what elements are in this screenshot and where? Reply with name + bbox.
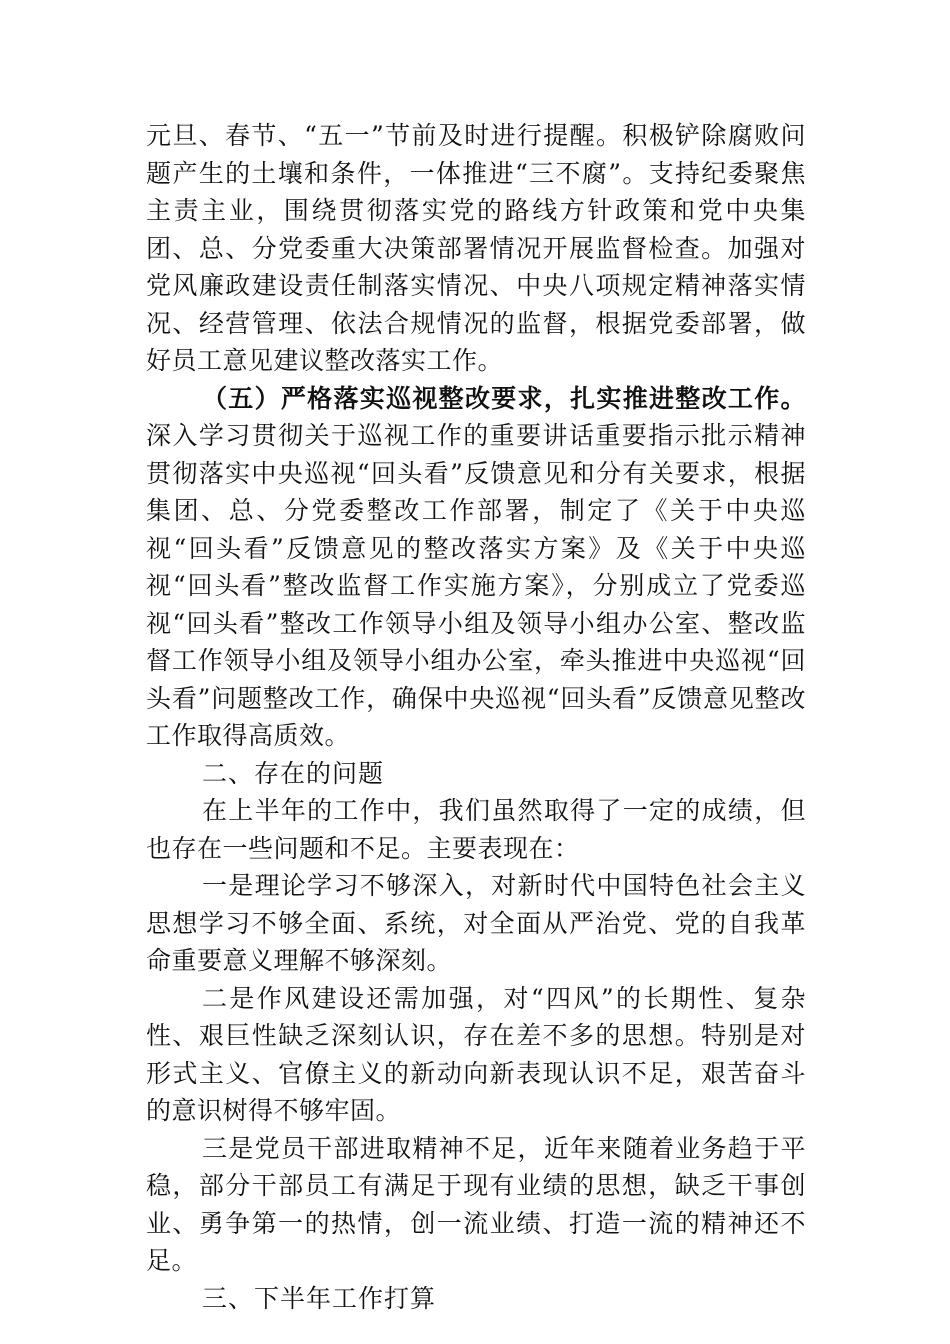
section-heading-plans	[146, 1280, 806, 1318]
paragraph-inspection-rectification	[146, 380, 806, 755]
paragraph-text: 在上半年的工作中，我们虽然取得了一定的成绩，但也存在一些问题和不足。主要表现在：	[146, 796, 806, 863]
section-heading-problems	[146, 755, 806, 793]
paragraph-problems-intro	[146, 792, 806, 867]
paragraph-problem-1	[146, 867, 806, 980]
section-subheading-5: （五）严格落实巡视整改要求，扎实推进整改工作。	[202, 383, 806, 413]
paragraph-supervision	[146, 117, 806, 380]
paragraph-text: 元旦、春节、“五一”节前及时进行提醒。积极铲除腐败问题产生的土壤和条件，一体推进“三不腐”。支持纪委聚焦主责主业，围绕贯彻落实党的路线方针政策和党中央集团、总、分党委重大决策部署情况开展监督检查。加强对党风廉政建设责任制落实情况、中央八项规定精神落实情况、经营管理、依法合规情况的监督，根据党委部署，做好员工意见建议整改落实工作。	[146, 121, 806, 375]
paragraph-text: 三是党员干部进取精神不足，近年来随着业务趋于平稳，部分干部员工有满足于现有业绩的思想，缺乏干事创业、勇争第一的热情，创一流业绩、打造一流的精神还不足。	[146, 1133, 806, 1275]
paragraph-text: 一是理论学习不够深入，对新时代中国特色社会主义思想学习不够全面、系统，对全面从严治党、党的自我革命重要意义理解不够深刻。	[146, 871, 806, 975]
heading-text: 三、下半年工作打算	[202, 1283, 437, 1313]
paragraph-text: 二是作风建设还需加强，对“四风”的长期性、复杂性、艰巨性缺乏深刻认识，存在差不多的思想。特别是对形式主义、官僚主义的新动向新表现认识不足，艰苦奋斗的意识树得不够牢固。	[146, 983, 806, 1125]
document-body	[146, 117, 806, 1317]
paragraph-problem-2	[146, 980, 806, 1130]
paragraph-text: 深入学习贯彻关于巡视工作的重要讲话重要指示批示精神贯彻落实中央巡视“回头看”反馈意见和分有关要求，根据集团、总、分党委整改工作部署，制定了《关于中央巡视“回头看”反馈意见的整改落实方案》及《关于中央巡视“回头看”整改监督工作实施方案》，分别成立了党委巡视“回头看”整改工作领导小组及领导小组办公室、整改监督工作领导小组及领导小组办公室，牵头推进中央巡视“回头看”问题整改工作，确保中央巡视“回头看”反馈意见整改工作取得高质效。	[146, 421, 806, 750]
paragraph-problem-3	[146, 1130, 806, 1280]
heading-text: 二、存在的问题	[202, 758, 385, 788]
